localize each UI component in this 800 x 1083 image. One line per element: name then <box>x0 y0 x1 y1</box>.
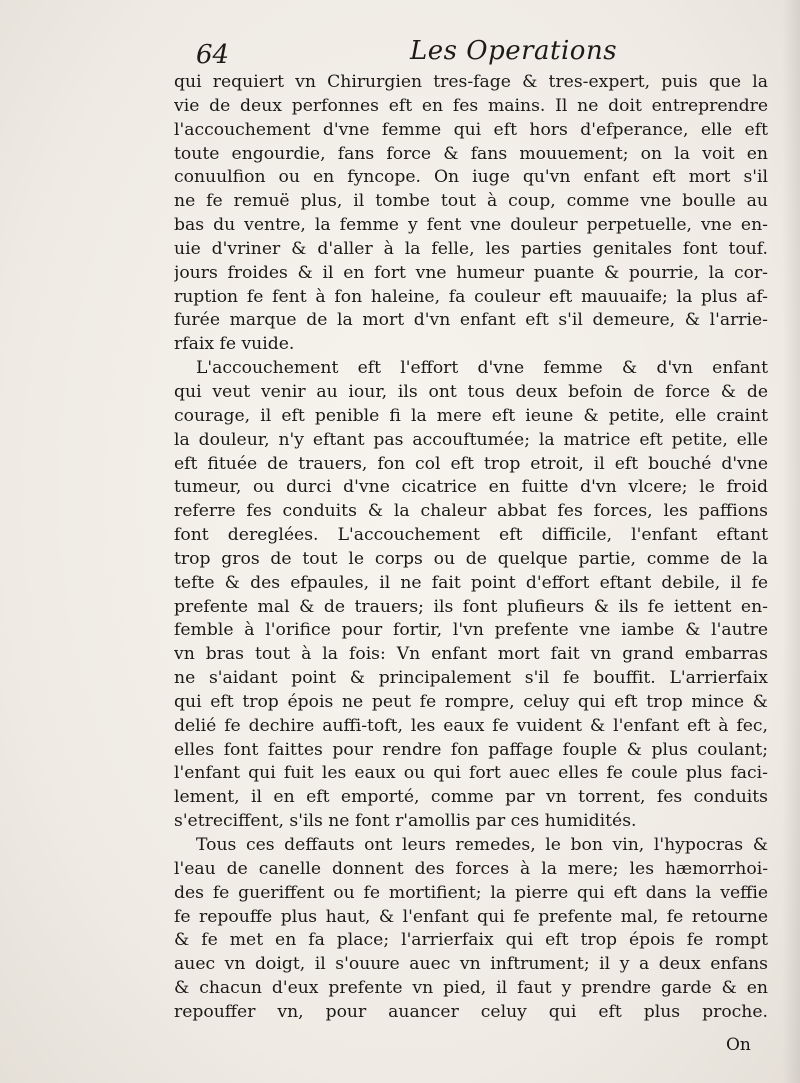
text-line: qui eft trop épois ne peut fe rompre, celuy qui eft trop mince & <box>174 691 768 712</box>
text-line: fe repouffe plus haut, & l'enfant qui fe prefente mal, fe retourne <box>174 906 768 927</box>
text-line: repouffer vn, pour auancer celuy qui eft plus proche. <box>174 1001 768 1022</box>
text-line: auec vn doigt, il s'ouure auec vn inftrument; il y a deux enfans <box>174 954 768 975</box>
text-line: s'etreciffent, s'ils ne font r'amollis par ces humidités. <box>174 811 637 832</box>
text-line: delié fe dechire auffi-toft, les eaux fe vuident & l'enfant eft à fec, <box>174 715 768 736</box>
paragraph-start-line: Tous ces deffauts ont leurs remedes, le bon vin, l'hypocras & <box>196 835 768 855</box>
text-line: referre fes conduits & la chaleur abbat fes forces, les paffions <box>174 501 768 522</box>
text-line: l'eau de canelle donnent des forces à la mere; les hæmorrhoi- <box>174 858 768 879</box>
page-number: 64 <box>196 40 230 70</box>
text-line: furée marque de la mort d'vn enfant eft s'il demeure, & l'arrie- <box>174 310 768 331</box>
text-line: trop gros de tout le corps ou de quelque partie, comme de la <box>174 548 768 569</box>
text-line: la douleur, n'y eftant pas accouftumée; la matrice eft petite, elle <box>174 429 768 450</box>
text-line: rfaix fe vuide. <box>174 334 295 355</box>
text-line: femble à l'orifice pour fortir, l'vn prefente vne iambe & l'autre <box>174 620 768 641</box>
text-line: font dereglées. L'accouchement eft difficile, l'enfant eftant <box>174 525 768 546</box>
text-line: qui requiert vn Chirurgien tres-fage & tres-expert, puis que la <box>174 72 768 92</box>
text-line: qui veut venir au iour, ils ont tous deux befoin de force & de <box>174 381 768 402</box>
text-line: ne s'aidant point & principalement s'il fe bouffit. L'arrierfaix <box>174 668 768 689</box>
text-line: bas du ventre, la femme y fent vne douleur perpetuelle, vne en- <box>174 215 768 236</box>
text-line: eft fituée de trauers, fon col eft trop etroit, il eft bouché d'vne <box>174 453 768 474</box>
text-line: toute engourdie, fans force & fans mouuement; on la voit en <box>174 143 768 164</box>
text-line: lement, il en eft emporté, comme par vn torrent, fes conduits <box>174 787 768 808</box>
text-line: & fe met en fa place; l'arrierfaix qui eft trop épois fe rompt <box>174 930 768 951</box>
text-line: vn bras tout à la fois: Vn enfant mort fait vn grand embarras <box>174 644 768 665</box>
text-line: ne fe remuë plus, il tombe tout à coup, comme vne boulle au <box>174 191 768 212</box>
text-line: ruption fe fent à fon haleine, fa couleur eft mauuaife; la plus af- <box>174 286 768 307</box>
text-line: vie de deux perfonnes eft en fes mains. Il ne doit entreprendre <box>174 95 768 116</box>
text-line: tumeur, ou durci d'vne cicatrice en fuitte d'vn vlcere; le froid <box>174 477 768 498</box>
running-head <box>196 34 756 74</box>
text-line: & chacun d'eux prefente vn pied, il faut y prendre garde & en <box>174 978 768 999</box>
paragraph-start-line: L'accouchement eft l'effort d'vne femme & d'vn enfant <box>196 358 768 379</box>
catchword: On <box>726 1035 751 1055</box>
body-text <box>174 71 768 1025</box>
text-line: uie d'vriner & d'aller à la felle, les parties genitales font touf. <box>174 238 768 259</box>
text-line: des fe gueriffent ou fe mortifient; la pierre qui eft dans la veffie <box>174 882 768 903</box>
text-line: jours froides & il en fort vne humeur puante & pourrie, la cor- <box>174 262 768 283</box>
text-line: elles font faittes pour rendre fon paffage fouple & plus coulant; <box>174 739 768 760</box>
text-line: tefte & des efpaules, il ne fait point d'effort eftant debile, il fe <box>174 572 768 593</box>
text-line: conuulfion ou en fyncope. On iuge qu'vn enfant eft mort s'il <box>174 167 768 188</box>
text-line: l'accouchement d'vne femme qui eft hors d'efperance, elle eft <box>174 119 768 140</box>
text-line: courage, il eft penible fi la mere eft ieune & petite, elle craint <box>174 405 768 426</box>
text-line: prefente mal & de trauers; ils font plufieurs & ils fe iettent en- <box>174 596 768 617</box>
page-heading: Les Operations <box>410 36 618 66</box>
text-line: l'enfant qui fuit les eaux ou qui fort auec elles fe coule plus faci- <box>174 763 768 784</box>
